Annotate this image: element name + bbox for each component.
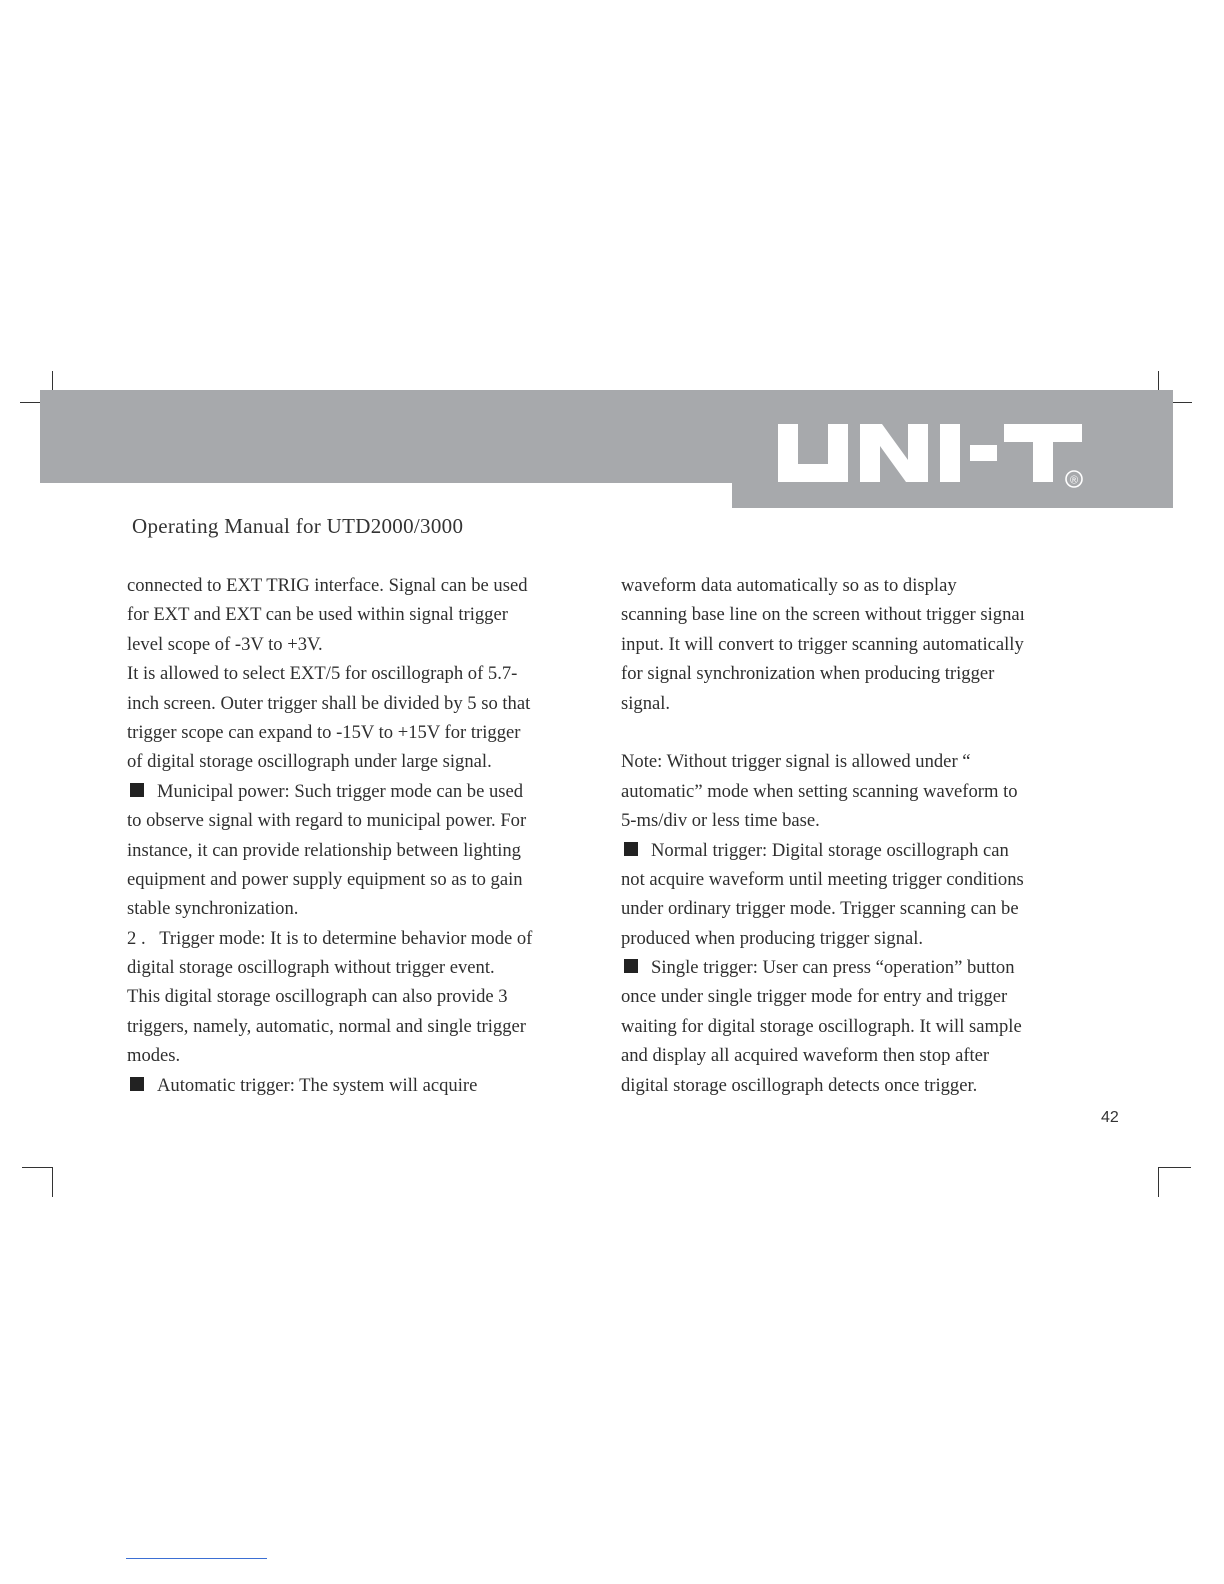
text-line: equipment and power supply equipment so as to gain — [127, 868, 523, 890]
text-line: Normal trigger: Digital storage oscillograph can — [651, 839, 1009, 861]
bottom-rule — [126, 1558, 267, 1559]
bullet-item-single-trigger — [621, 953, 1101, 982]
uni-t-logo — [778, 418, 1088, 490]
crop-mark-bottom-left-vertical — [52, 1167, 53, 1197]
text-line: to observe signal with regard to municipal power. For — [127, 810, 527, 832]
crop-mark-bottom-right-horizontal — [1158, 1167, 1191, 1168]
text-line: scanning base line on the screen without trigger signaı — [621, 604, 1025, 626]
text-line: modes. — [127, 1045, 181, 1067]
text-line: produced when producing trigger signal. — [621, 927, 924, 949]
text-line: inch screen. Outer trigger shall be divided by 5 so that — [127, 692, 531, 714]
text-line: Single trigger: User can press “operation” button — [651, 957, 1015, 979]
text-line: of digital storage oscillograph under large signal. — [127, 751, 492, 773]
registered-mark-icon — [1066, 471, 1082, 487]
page-number: 42 — [1101, 1109, 1119, 1126]
text-line: 2 . Trigger mode: It is to determine behavior mode of — [127, 927, 533, 949]
text-line: stable synchronization. — [127, 898, 299, 920]
left-text-column — [127, 571, 607, 1100]
text-line: once under single trigger mode for entry and trigger — [621, 986, 1008, 1008]
uni-t-logo-letters — [778, 424, 1082, 482]
crop-mark-top-right-vertical — [1158, 371, 1159, 392]
crop-mark-top-left-vertical — [52, 371, 53, 392]
bullet-item-normal-trigger — [621, 836, 1101, 865]
crop-mark-top-right-horizontal — [1172, 402, 1192, 403]
text-line: This digital storage oscillograph can also provide 3 — [127, 986, 508, 1008]
text-line: waiting for digital storage oscillograph. It will sample — [621, 1015, 1022, 1037]
text-line: level scope of -3V to +3V. — [127, 633, 323, 655]
text-line: connected to EXT TRIG interface. Signal can be used — [127, 575, 528, 596]
bullet-item-municipal-power — [127, 777, 607, 806]
crop-mark-bottom-right-vertical — [1158, 1167, 1159, 1197]
text-line: and display all acquired waveform then stop after — [621, 1045, 990, 1067]
text-line: under ordinary trigger mode. Trigger scanning can be — [621, 898, 1019, 920]
svg-text:®: ® — [1069, 474, 1079, 487]
text-line: not acquire waveform until meeting trigger conditions — [621, 868, 1024, 890]
crop-mark-top-left-horizontal — [20, 402, 42, 403]
text-line: Note: Without trigger signal is allowed under “ — [621, 751, 971, 773]
text-line: 5-ms/div or less time base. — [621, 810, 820, 832]
text-line: input. It will convert to trigger scanning automatically — [621, 633, 1024, 655]
bullet-item-automatic-trigger — [127, 1071, 607, 1100]
text-line: automatic” mode when setting scanning waveform to — [621, 780, 1018, 802]
square-bullet-icon — [624, 842, 638, 856]
square-bullet-icon — [624, 959, 638, 973]
text-line: digital storage oscillograph detects once trigger. — [621, 1074, 978, 1096]
text-line: signal. — [621, 692, 671, 714]
text-line: Municipal power: Such trigger mode can be used — [157, 780, 524, 802]
text-line: trigger scope can expand to -15V to +15V for trigger — [127, 721, 521, 743]
text-line: for signal synchronization when producing trigger — [621, 663, 995, 685]
text-line: It is allowed to select EXT/5 for oscillograph of 5.7- — [127, 663, 518, 685]
crop-mark-bottom-left-horizontal — [22, 1167, 53, 1168]
text-line: instance, it can provide relationship between lighting — [127, 839, 521, 861]
text-line: waveform data automatically so as to display — [621, 575, 957, 596]
text-line: Automatic trigger: The system will acquire — [157, 1074, 478, 1096]
square-bullet-icon — [130, 1077, 144, 1091]
paragraph-gap — [621, 718, 1101, 747]
manual-title: Operating Manual for UTD2000/3000 — [132, 514, 464, 538]
right-text-column — [621, 571, 1101, 1100]
text-line: triggers, namely, automatic, normal and single trigger — [127, 1015, 526, 1037]
text-line: for EXT and EXT can be used within signal trigger — [127, 604, 508, 626]
square-bullet-icon — [130, 783, 144, 797]
text-line: digital storage oscillograph without trigger event. — [127, 957, 495, 979]
